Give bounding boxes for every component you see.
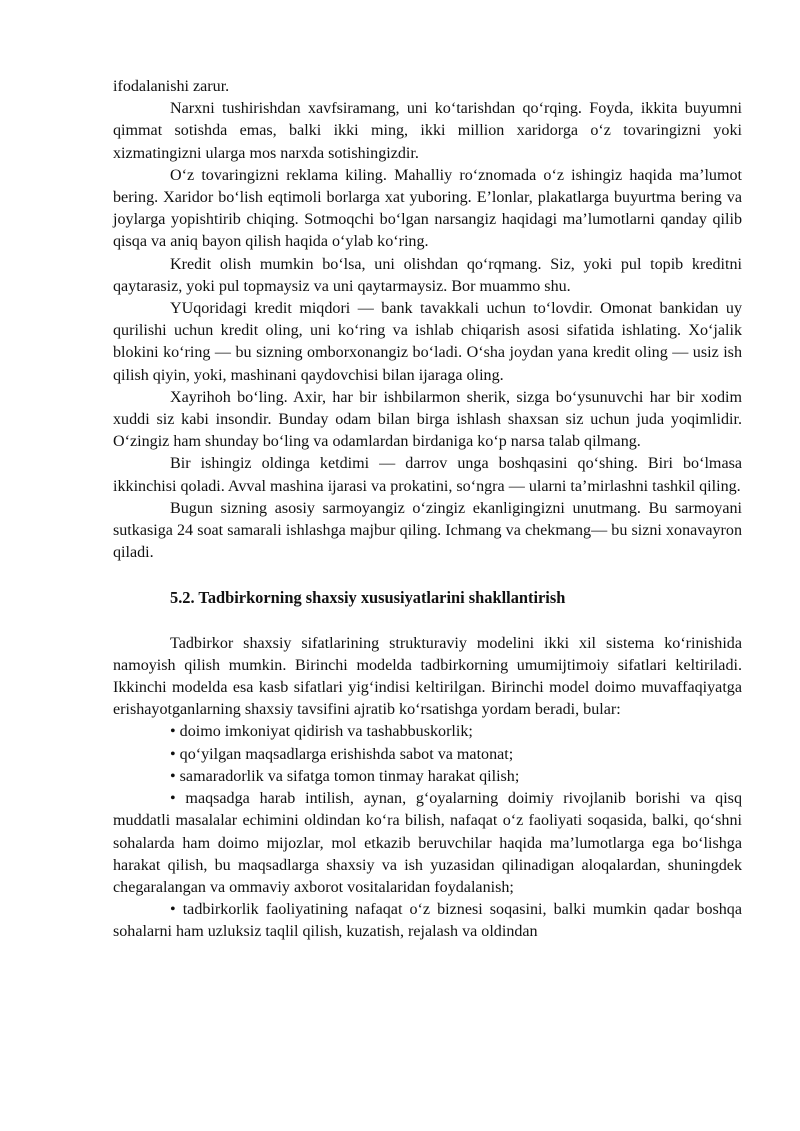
list-item: • tadbirkorlik faoliyatining nafaqat o‘z biznesi soqasini, balki mumkin qadar boshqa sohalarni ham uzluksiz taqlil qilish, kuzatish, rejalash va oldindan bbox=[113, 901, 742, 941]
paragraph: Bir ishingiz oldinga ketdimi — darrov unga boshqasini qo‘shing. Biri bo‘lmasa ikkinchisi qoladi. Avval mashina ijarasi va prokatini, so‘ngra — ularni ta’mirlashni tashkil qiling. bbox=[113, 455, 742, 495]
list-item: • maqsadga harab intilish, aynan, g‘oyalarning doimiy rivojlanib borishi va qisq muddatli masalalar echimini oldindan ko‘ra bilish, nafaqat o‘z faoliyati soqasida, balki, qo‘shni sohalarda ham doimo mijozlar, mol etkazib beruvchilar haqida ma’lumotlarga ega bo‘lishga harakat qilish, bu maqsadlarga shaxsiy va ish yuzasidan qilinadigan aloqalardan, shuningdek chegaralangan va ommaviy axborot vositalaridan foydalanish; bbox=[113, 790, 742, 896]
list-item: • qo‘yilgan maqsadlarga erishishda sabot va matonat; bbox=[170, 745, 514, 763]
section-heading: 5.2. Tadbirkorning shaxsiy xususiyatlarini shakllantirish bbox=[170, 588, 566, 608]
paragraph: Kredit olish mumkin bo‘lsa, uni olishdan qo‘rqmang. Siz, yoki pul topib kreditni qaytarasiz, yoki pul topmaysiz va uni qaytarmaysiz. Bor muammo shu. bbox=[113, 255, 742, 295]
list-item: • samaradorlik va sifatga tomon tinmay harakat qilish; bbox=[170, 767, 520, 785]
paragraph: Xayrihoh bo‘ling. Axir, har bir ishbilarmon sherik, sizga bo‘ysunuvchi har bir xodim xuddi siz kabi insondir. Bunday odam bilan birga ishlash shaxsan siz uchun juda yoqimlidir. O‘zingiz ham shunday bo‘ling va odamlardan birdaniga ko‘p narsa talab qilmang. bbox=[113, 388, 742, 451]
paragraph: O‘z tovaringizni reklama kiling. Mahalliy ro‘znomada o‘z ishingiz haqida ma’lumot bering. Xaridor bo‘lish eqtimoli borlarga xat yuboring. E’lonlar, plakatlarga buyurtma bering va joylarga yopishtirib chiqing. Sotmoqchi bo‘lgan narsangiz haqidagi ma’lumotlarni qanday qilib qisqa va aniq bayon qilish haqida o‘ylab ko‘ring. bbox=[113, 166, 742, 251]
paragraph: Bugun sizning asosiy sarmoyangiz o‘zingiz ekanligingizni unutmang. Bu sarmoyani sutkasiga 24 soat samarali ishlashga majbur qiling. Ichmang va chekmang— bu sizni xonavayron qiladi. bbox=[113, 499, 742, 562]
document-page bbox=[113, 76, 742, 944]
paragraph: Narxni tushirishdan xavfsiramang, uni ko‘tarishdan qo‘rqing. Foyda, ikkita buyumni qimmat sotishda emas, balki ikki ming, ikki million xaridorga o‘z tovaringizni yoki xizmatingizni ularga mos narxda sotishingizdir. bbox=[113, 100, 742, 162]
list-item: • doimo imkoniyat qidirish va tashabbuskorlik; bbox=[170, 723, 473, 741]
paragraph: YUqoridagi kredit miqdori — bank tavakkali uchun to‘lovdir. Omonat bankidan uy qurilishi uchun kredit oling, uni ko‘ring va ishlab chiqarish asosi sifatida ishlating. Xo‘jalik blokini ko‘ring — bu sizning omborxonangiz bo‘ladi. O‘sha joydan yana kredit oling — usiz ish qilish qiyin, yoki, mashinani qaydovchisi bilan ijaraga oling. bbox=[113, 300, 742, 384]
paragraph: Tadbirkor shaxsiy sifatlarining strukturaviy modelini ikki xil sistema ko‘rinishida namoyish qilish mumkin. Birinchi modelda tadbirkorning umumijtimoiy sifatlari keltiriladi. Ikkinchi modelda esa kasb sifatlari yig‘indisi keltirilgan. Birinchi model doimo muvaffaqiyatga erishayotganlarning shaxsiy tavsifini ajratib ko‘rsatishga yordam beradi, bular: bbox=[113, 634, 742, 719]
paragraph: ifodalanishi zarur. bbox=[113, 78, 230, 95]
